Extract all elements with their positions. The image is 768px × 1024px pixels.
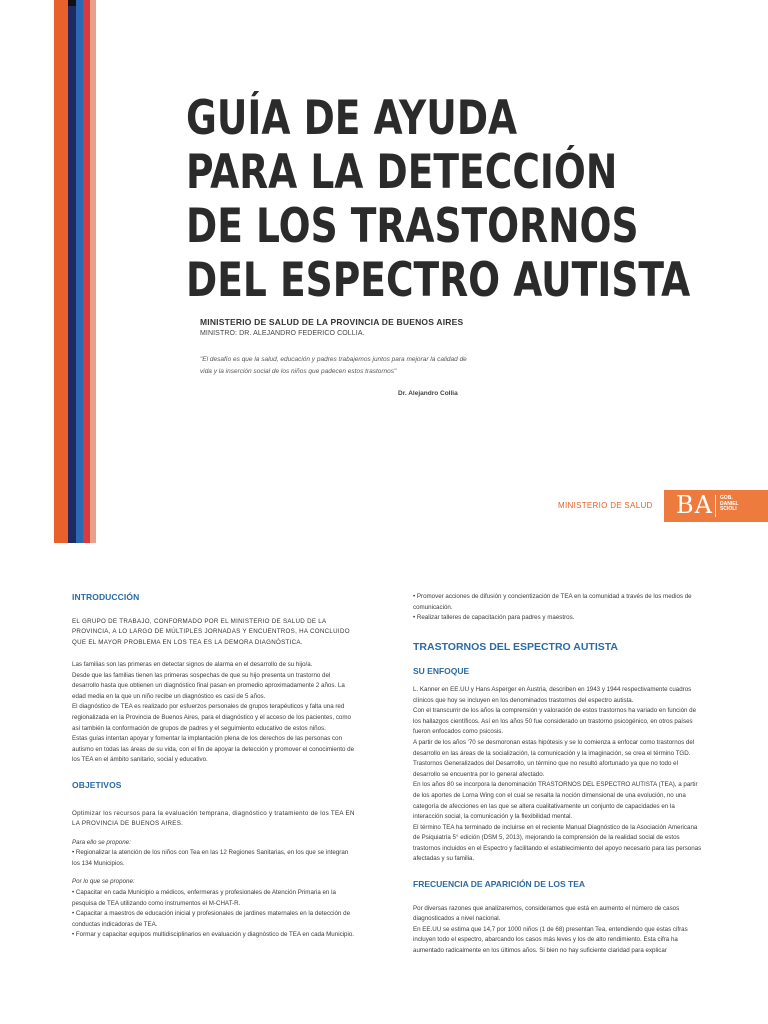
- minister-name: MINISTRO: DR. ALEJANDRO FEDERICO COLLIA.: [200, 330, 365, 337]
- title-line: GUÍA DE AYUDA: [186, 91, 518, 146]
- stripe-pink: [90, 0, 96, 543]
- brand-ministry-label: MINISTERIO DE SALUD: [558, 501, 653, 510]
- enfoque-heading: SU ENFOQUE: [413, 666, 470, 677]
- document-title: [186, 91, 691, 308]
- title-line: DE LOS TRASTORNOS: [186, 199, 639, 254]
- intro-paragraph: El diagnóstico de TEA es realizado por esfuerzos personales de grupos terapéuticos y falta una red regionalizada en la Provincia de Buenos Aires, para el diagnóstico y el acceso de los pacientes, como así también la conformación de grupos de padres y el seguimiento educativo de estos niños.: [72, 703, 351, 732]
- right-column: [413, 592, 703, 957]
- quote-signature: Dr. Alejandro Collia: [398, 390, 458, 397]
- frequency-paragraph: En EE.UU se estima que 14,7 por 1000 niños (1 de 68) presentan Tea, entendiendo que estas cifras incluyen todo el espectro, abarcando los casos más leves y los de alto rendimiento. Esta cifra ha aumentado radicalmente en los últimos años. Si bien no hay suficiente claridad para explicar: [413, 925, 688, 955]
- intro-paragraph: Las familias son las primeras en detectar signos de alarma en el desarrollo de su hijo/a.: [72, 661, 313, 669]
- gob-label: [720, 496, 739, 513]
- propose-item: • Regionalizar la atención de los niños con Tea en las 12 Regiones Sanitarias, en los que se integran los 134 Municipios.: [72, 849, 349, 867]
- tea-heading: TRASTORNOS DEL ESPECTRO AUTISTA: [413, 640, 618, 653]
- intro-heading: INTRODUCCIÓN: [72, 592, 140, 602]
- ministry-name: MINISTERIO DE SALUD DE LA PROVINCIA DE BUENOS AIRES: [200, 317, 464, 327]
- intro-paragraph: Estas guías intentan apoyar y fomentar la implantación plena de los derechos de las personas con autismo en todas las áreas de su vida, con el fin de apoyar la detección y promover el conocimiento de los TEA en el ámbito sanitario, social y educativo.: [72, 735, 355, 764]
- gob-line: SCIOLI: [720, 506, 737, 512]
- enfoque-paragraph: El término TEA ha terminado de incluirse en el reciente Manual Diagnóstico de la Asociación Americana de Psiquiatría 5° edición (DSM 5, 2013), mejorando la comprensión de la realidad social de estos trastornos incluidos en el Espectro y facilitando el establecimiento del apoyo necesario para las personas afectadas y su familia.: [413, 823, 702, 863]
- propose-label: Para ello se propone:: [72, 838, 131, 846]
- stripe-black-top: [68, 0, 76, 6]
- title-line: PARA LA DETECCIÓN: [186, 145, 618, 200]
- title-line: DEL ESPECTRO AUTISTA: [186, 253, 691, 308]
- intro-lead: EL GRUPO DE TRABAJO, CONFORMADO POR EL MINISTERIO DE SALUD DE LA PROVINCIA, A LO LARGO DE MÚLTIPLES JORNADAS Y ENCUENTROS, HA CONCLUIDO QUE EL MAYOR PROBLEMA EN LOS TEA ES LA DEMORA DIAGNÓSTICA.: [72, 617, 350, 646]
- stripe-blue: [76, 0, 83, 543]
- gob-line: DANIEL: [720, 500, 739, 507]
- gob-line: GOB.: [720, 495, 733, 501]
- propose-item: • Formar y capacitar equipos multidisciplinarios en evaluación y diagnóstico de TEA en cada Municipio.: [72, 931, 355, 939]
- objective-bullet: • Promover acciones de difusión y concientización de TEA en la comunidad a través de los medios de comunicación.: [413, 593, 692, 611]
- objectives-lead: Optimizar los recursos para la evaluación temprana, diagnóstico y tratamiento de los TEA EN LA PROVINCIA DE BUENOS AIRES.: [72, 809, 355, 828]
- enfoque-paragraph: Con el transcurrir de los años la comprensión y valoración de estos trastornos ha variado en función de los hallazgos científicos. Así en los años 50 fue considerado un trastorno psicogénico, en otros países fueron enfocados como psicosis.: [413, 707, 697, 736]
- objective-bullet: • Realizar talleres de capacitación para padres y maestros.: [413, 614, 575, 622]
- color-stripes: [0, 0, 100, 543]
- propose-label-2: Por lo que se propone:: [72, 878, 135, 886]
- enfoque-paragraph: En los años 80 se incorpora la denominación TRASTORNOS DEL ESPECTRO AUTISTA (TEA), a partir de los aportes de Lorna Wing con el cual se resalta la noción dimensional de una evolución, no una categoría de afecciones en las que se altera cualitativamente un conjunto de capacidades en la interacción social, la comunicación y la flexibilidad mental.: [413, 781, 698, 821]
- stripe-orange: [54, 0, 68, 543]
- stripe-red: [83, 0, 90, 543]
- quote: "El desafío es que la salud, educación y padres trabajemos juntos para mejorar la calidad de vida y la inserción social de los niños que padecen estos trastornos": [200, 356, 467, 375]
- stripe-navy: [68, 0, 76, 543]
- left-column: [72, 592, 357, 941]
- ba-logo: [664, 490, 768, 522]
- propose-item: • Capacitar a maestros de educación inicial y profesionales de jardines maternales en la detección de conductas indicadoras de TEA.: [72, 910, 351, 928]
- brand-block: [558, 490, 768, 522]
- enfoque-paragraph: A partir de los años '70 se desmoronan estas hipótesis y se lo comienza a enfocar como trastornos del desarrollo en las áreas de la socialización, la comunicación y la imaginación, se crea el término TGD. Trastornos Generalizados del Desarrollo, un término que no resultó afortunado ya que no todo el desarrollo se encuentra por lo general afectado.: [413, 738, 695, 778]
- ba-logo-text: BA: [676, 491, 713, 519]
- logo-divider: [715, 495, 716, 517]
- intro-paragraph: Desde que las familias tienen las primeras sospechas de que su hijo presenta un trastorno del desarrollo hasta que obtienen un diagnóstico final pasan en promedio aproximadamente 2 años. La edad media en la que un niño recibe un diagnóstico es casi de 5 años.: [72, 671, 345, 700]
- objectives-heading: OBJETIVOS: [72, 780, 122, 791]
- propose-item: • Capacitar en cada Municipio a médicos, enfermeras y profesionales de Atención Primaria en la pesquisa de TEA utilizando como instrumentos el M-CHAT-R.: [72, 889, 336, 907]
- enfoque-paragraph: L. Kanner en EE.UU y Hans Asperger en Austria, describen en 1943 y 1944 respectivamente cuadros clínicos que hoy se incluyen en los denominados trastornos del espectro autista.: [413, 685, 692, 704]
- frequency-heading: FRECUENCIA DE APARICIÓN DE LOS TEA: [413, 879, 586, 890]
- frequency-paragraph: Por diversas razones que analizaremos, consideramos que está en aumento el número de casos diagnosticados a nivel nacional.: [413, 904, 680, 923]
